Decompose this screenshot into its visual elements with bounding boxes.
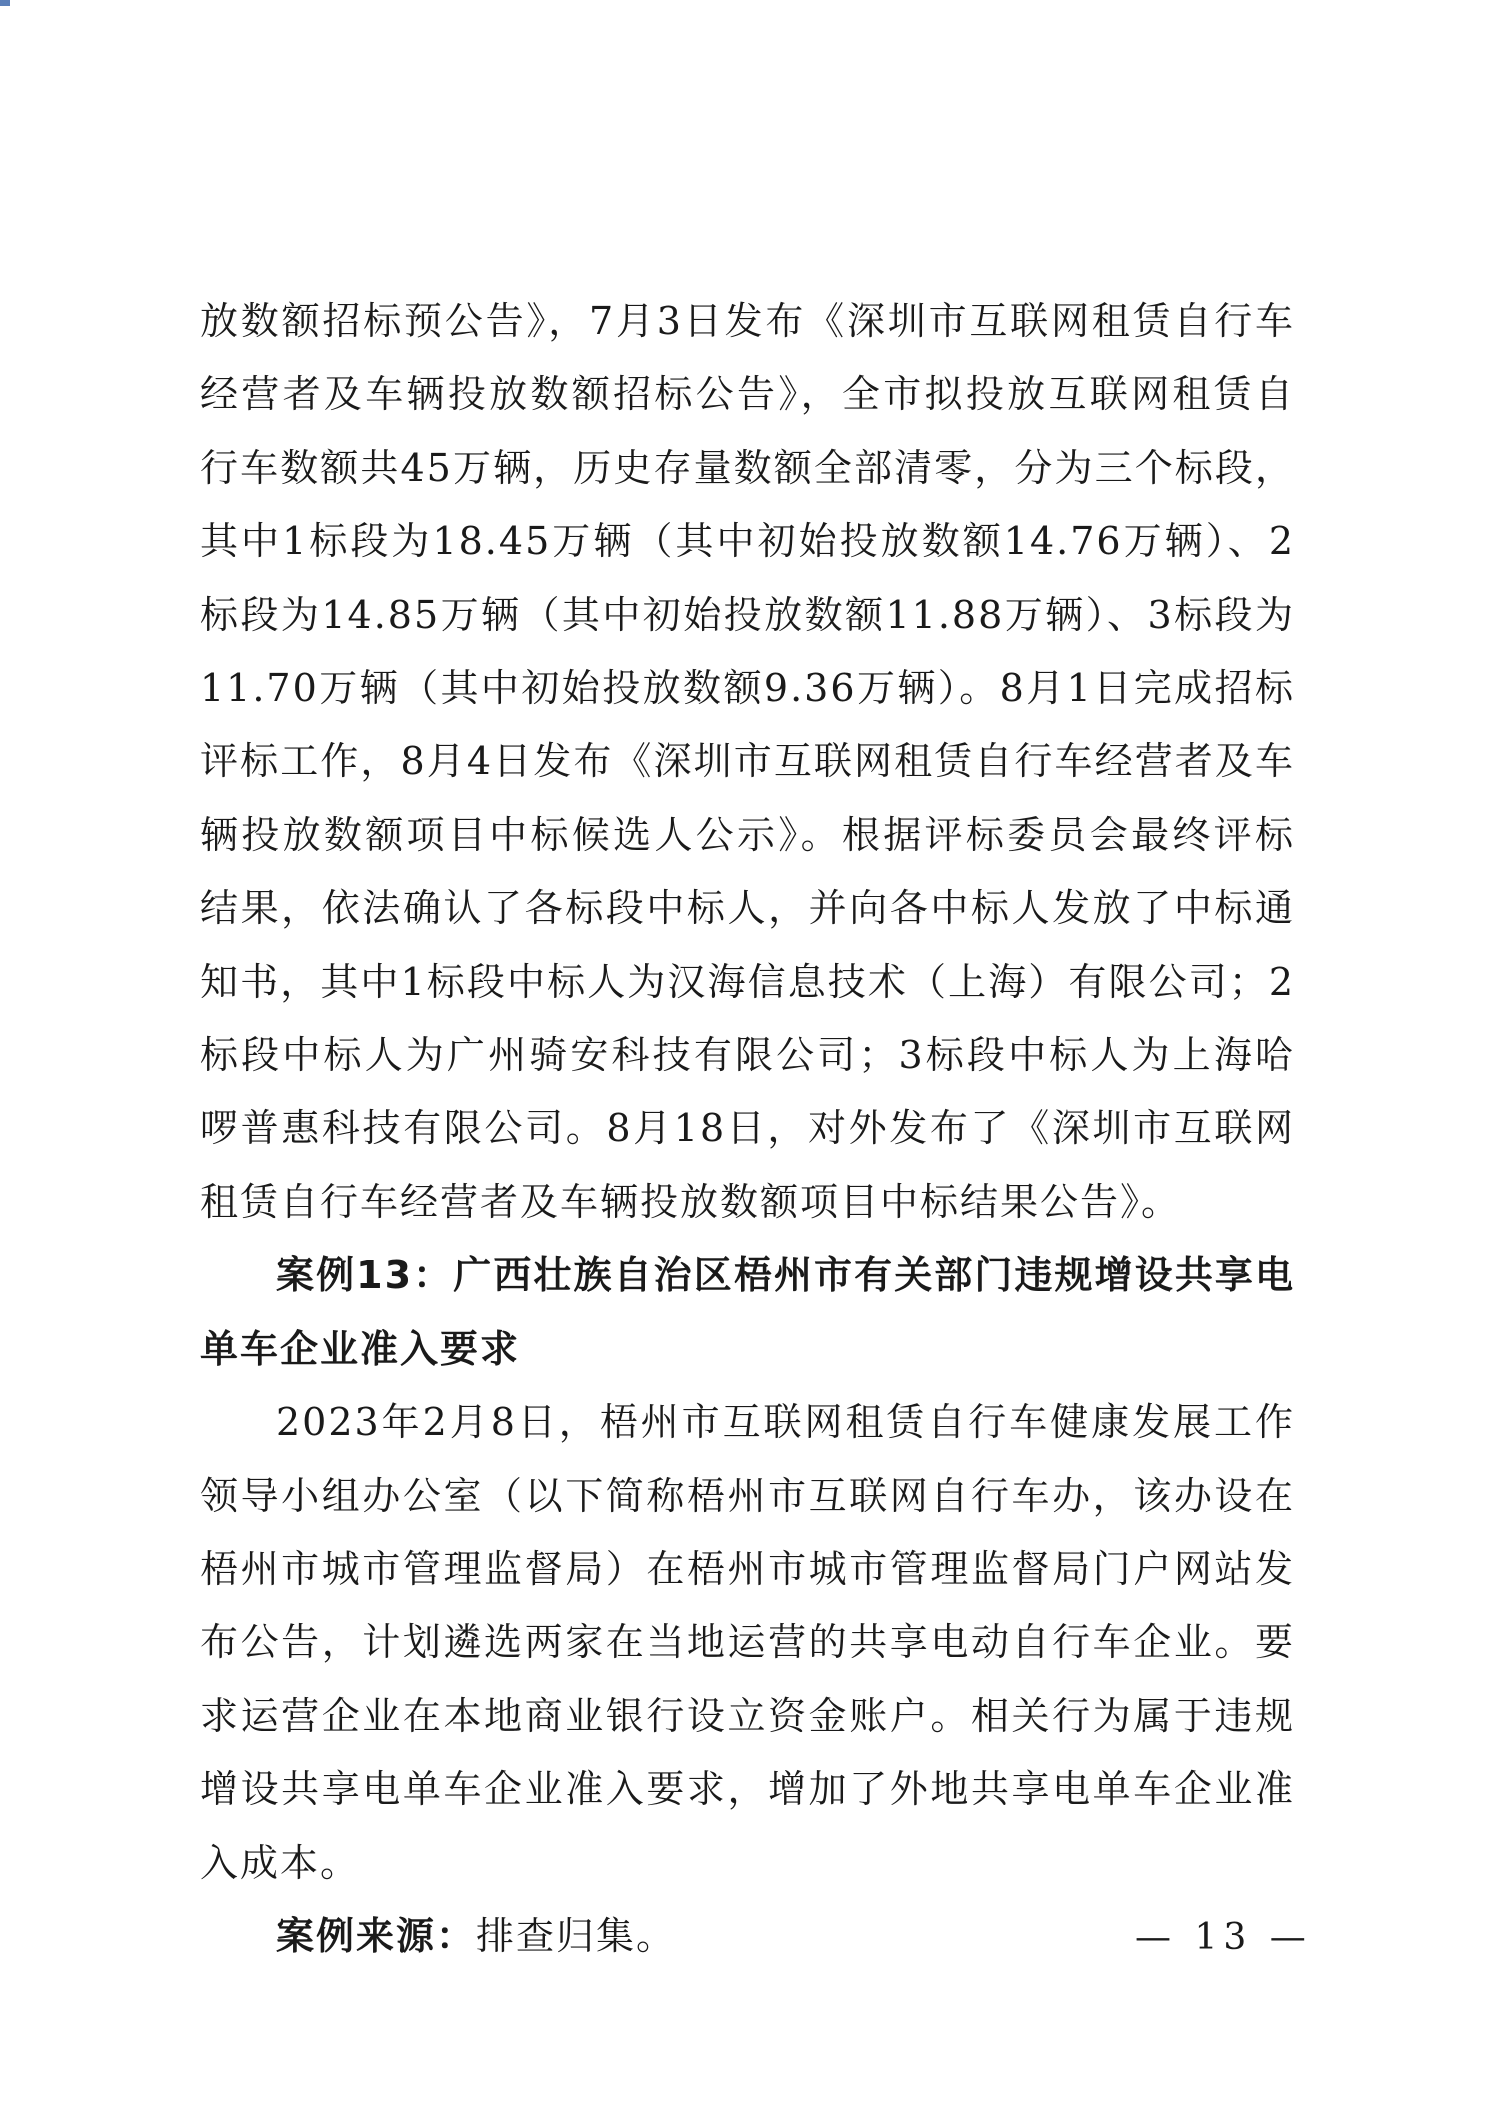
case-heading: 案例13：广西壮族自治区梧州市有关部门违规增设共享电单车企业准入要求 <box>200 1253 1295 1371</box>
body-paragraph-continuation: 放数额招标预公告》，7月3日发布《深圳市互联网租赁自行车经营者及车辆投放数额招标公告》，全市拟投放互联网租赁自行车数额共45万辆，历史存量数额全部清零，分为三个标段，其中1标段为18.45万辆（其中初始投放数额14.76万辆）、2标段为14.85万辆（其中初始投放数额11.88万辆）、3标段为11.70万辆（其中初始投放数额9.36万辆）。8月1日完成招标评标工作，8月4日发布《深圳市互联网租赁自行车经营者及车辆投放数额项目中标候选人公示》。根据评标委员会最终评标结果，依法确认了各标段中标人，并向各中标人发放了中标通知书，其中1标段中标人为汉海信息技术（上海）有限公司；2标段中标人为广州骑安科技有限公司；3标段中标人为上海哈啰普惠科技有限公司。8月18日，对外发布了《深圳市互联网租赁自行车经营者及车辆投放数额项目中标结果公告》。 <box>200 299 1295 1224</box>
document-body <box>200 285 1295 1973</box>
scan-corner-mark <box>0 0 10 6</box>
page-number: — 13 — <box>1135 1917 1312 1958</box>
body-paragraph-case-description: 2023年2月8日，梧州市互联网租赁自行车健康发展工作领导小组办公室（以下简称梧州市互联网自行车办，该办设在梧州市城市管理监督局）在梧州市城市管理监督局门户网站发布公告，计划遴选两家在当地运营的共享电动自行车企业。要求运营企业在本地商业银行设立资金账户。相关行为属于违规增设共享电单车企业准入要求，增加了外地共享电单车企业准入成本。 <box>200 1400 1295 1885</box>
case-source-value: 排查归集。 <box>476 1913 677 1958</box>
case-source-line <box>200 1900 1295 1973</box>
case-source-label: 案例来源： <box>276 1913 477 1958</box>
